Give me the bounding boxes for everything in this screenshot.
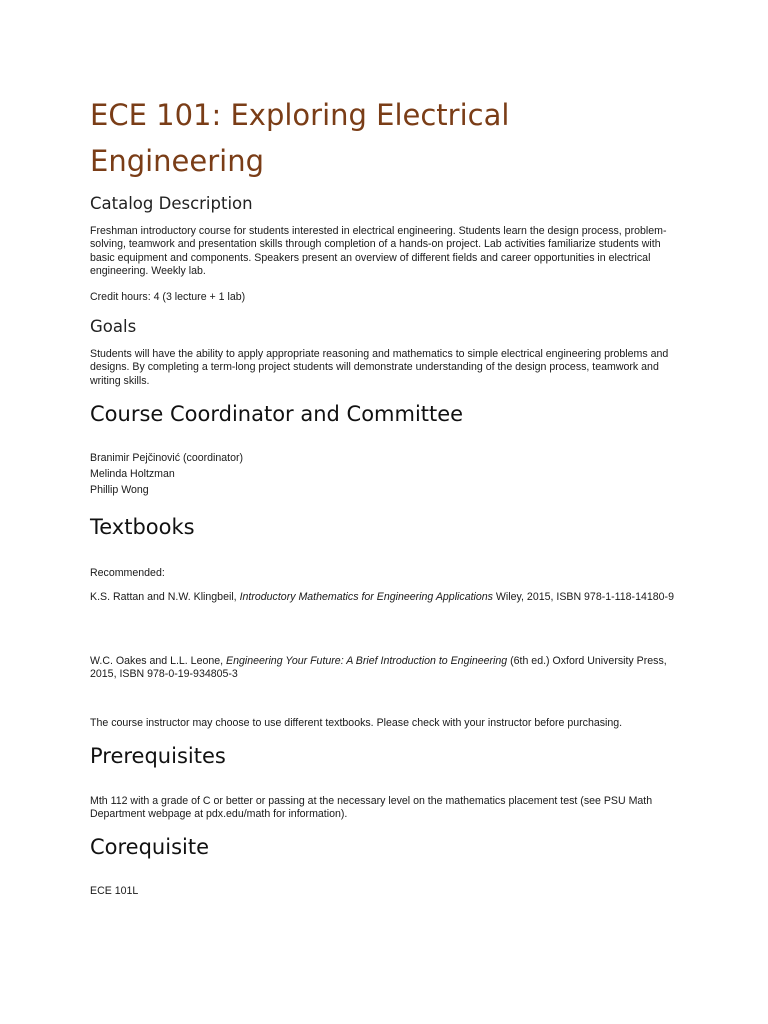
textbook-note: The course instructor may choose to use different textbooks. Please check with your instructor before purchasing. <box>90 717 623 729</box>
corequisite-body: ECE 101L <box>90 885 139 897</box>
textbook-title: Introductory Mathematics for Engineering Applications <box>239 591 493 603</box>
goals-body: Students will have the ability to apply appropriate reasoning and mathematics to simple electrical engineering problems and designs. By completing a term-long project students will demonstrate understanding of the design process, teamwork and writing skills. <box>90 348 669 387</box>
textbooks-heading: Textbooks <box>90 515 195 539</box>
committee-member: Phillip Wong <box>90 484 149 496</box>
textbook-details: Wiley, 2015, ISBN 978-1-118-14180-9 <box>492 591 674 603</box>
goals-heading: Goals <box>90 317 137 336</box>
prerequisites-body: Mth 112 with a grade of C or better or passing at the necessary level on the mathematics placement test (see PSU Math Department webpage at pdx.edu/math for information). <box>90 795 653 821</box>
committee-heading: Course Coordinator and Committee <box>90 402 464 426</box>
corequisite-heading: Corequisite <box>90 835 210 859</box>
catalog-heading: Catalog Description <box>90 194 253 213</box>
recommended-label: Recommended: <box>90 567 165 579</box>
prerequisites-heading: Prerequisites <box>90 744 226 768</box>
textbook-entry <box>90 591 685 604</box>
committee-member: Branimir Pejčinović (coordinator) <box>90 452 244 464</box>
textbook-authors: W.C. Oakes and L.L. Leone, <box>90 655 227 667</box>
catalog-body: Freshman introductory course for students interested in electrical engineering. Students learn the design process, problem-solving, teamwork and presentation skills through completion of a hands-on project. Lab activities familiarize students with basic equipment and components. Speakers present an overview of different fields and career opportunities in electrical engineering. Weekly lab. <box>90 225 667 277</box>
textbook-authors: K.S. Rattan and N.W. Klingbeil, <box>90 591 240 603</box>
textbook-entry <box>90 655 685 682</box>
credit-hours: Credit hours: 4 (3 lecture + 1 lab) <box>90 291 246 303</box>
committee-member: Melinda Holtzman <box>90 468 175 480</box>
textbook-details: (6th ed.) Oxford University Press, 2015, ISBN 978-0-19-934805-3 <box>90 655 667 681</box>
textbook-title: Engineering Your Future: A Brief Introduction to Engineering <box>226 655 508 667</box>
page-title: ECE 101: Exploring Electrical Engineering <box>90 98 510 178</box>
